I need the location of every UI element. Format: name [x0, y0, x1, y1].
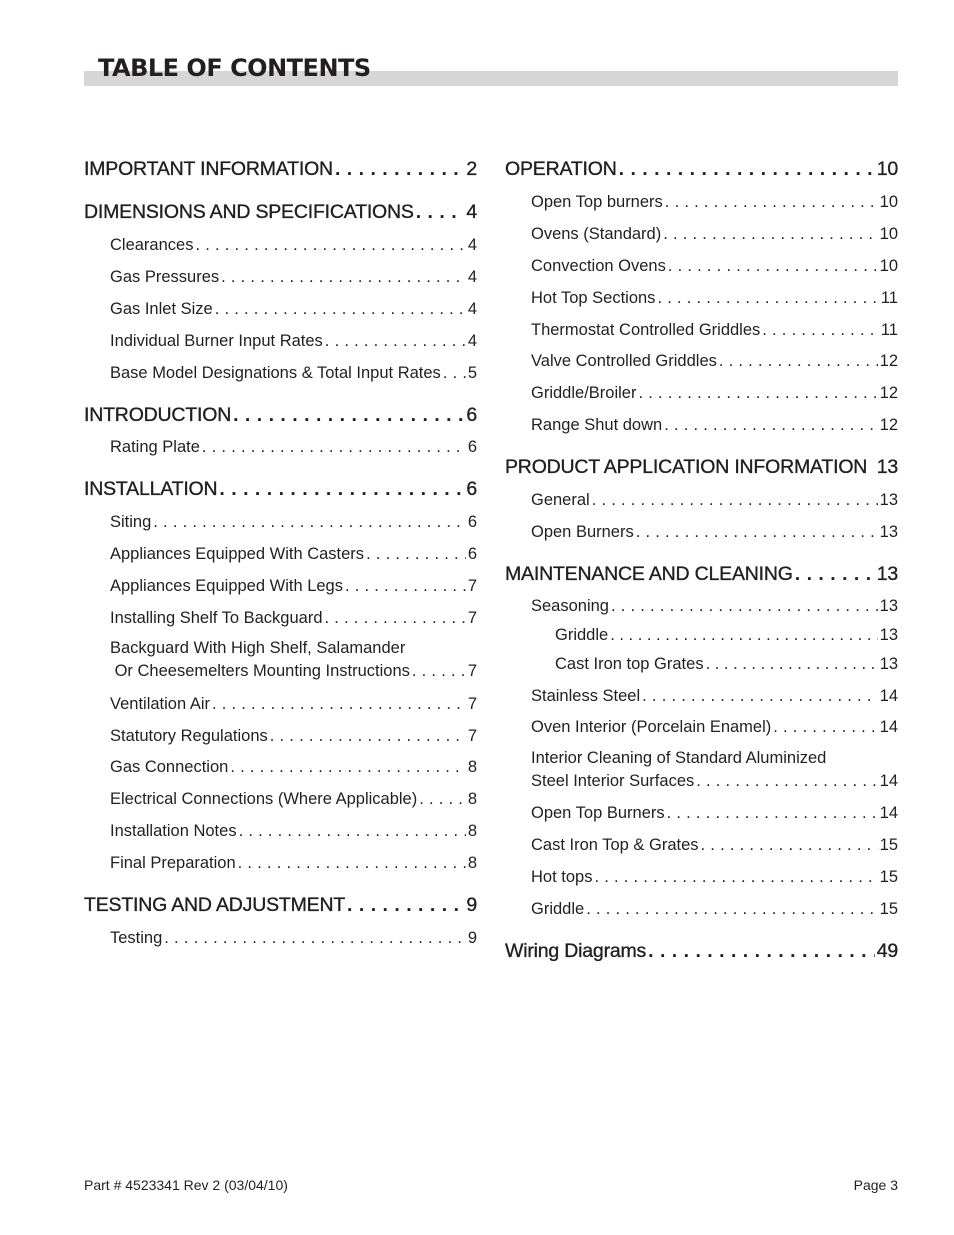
toc-page: 12 — [879, 384, 898, 402]
toc-label: Final Preparation — [110, 854, 236, 872]
toc-section-introduction[interactable] — [84, 404, 477, 427]
leader-dots — [701, 836, 878, 855]
toc-page: 13 — [879, 491, 898, 509]
toc-page: 10 — [879, 257, 898, 275]
toc-section-maintenance-cleaning[interactable] — [505, 563, 898, 586]
leader-dots — [219, 478, 464, 501]
toc-page: 4 — [466, 201, 477, 223]
leader-dots — [773, 718, 877, 737]
page-title: TABLE OF CONTENTS — [98, 54, 371, 82]
leader-dots — [642, 687, 877, 706]
toc-page: 4 — [467, 300, 477, 318]
toc-item-hot-tops[interactable] — [531, 868, 898, 887]
leader-dots — [412, 660, 466, 683]
toc-item-electrical-connections[interactable] — [110, 790, 477, 809]
leader-dots — [153, 513, 466, 532]
leader-dots — [347, 894, 464, 917]
toc-page: 10 — [879, 225, 898, 243]
toc-item-griddle-broiler[interactable] — [531, 384, 898, 403]
leader-dots — [221, 268, 466, 287]
toc-item-open-burners[interactable] — [531, 523, 898, 542]
toc-item-seasoning[interactable] — [531, 597, 898, 616]
toc-label: Appliances Equipped With Legs — [110, 577, 343, 595]
toc-page: 4 — [467, 332, 477, 350]
toc-label: Griddle — [531, 900, 585, 918]
toc-page: 15 — [879, 900, 898, 918]
toc-label: General — [531, 491, 590, 509]
toc-label: MAINTENANCE AND CLEANING — [505, 563, 793, 585]
toc-page: 8 — [467, 758, 477, 776]
toc-item-griddle-cleaning[interactable] — [531, 900, 898, 919]
toc-label: Individual Burner Input Rates — [110, 332, 323, 350]
toc-item-open-top-burners-cleaning[interactable] — [531, 804, 898, 823]
toc-section-wiring-diagrams[interactable] — [505, 940, 898, 963]
toc-page: 13 — [879, 597, 898, 615]
toc-label: IMPORTANT INFORMATION — [84, 158, 333, 180]
toc-item-thermostat-griddles[interactable] — [531, 321, 898, 340]
toc-section-dimensions[interactable] — [84, 201, 477, 224]
toc-item-ovens-standard[interactable] — [531, 225, 898, 244]
toc-label: Ovens (Standard) — [531, 225, 662, 243]
toc-label: Backguard With High Shelf, Salamander — [110, 639, 406, 657]
toc-item-backguard-high-shelf[interactable] — [110, 637, 477, 683]
leader-dots — [667, 804, 878, 823]
toc-page: 11 — [880, 289, 898, 307]
toc-page: 14 — [879, 718, 898, 736]
toc-label: Seasoning — [531, 597, 609, 615]
toc-label-continued: Or Cheesemelters Mounting Instructions — [110, 662, 410, 680]
toc-label: Oven Interior (Porcelain Enamel) — [531, 718, 772, 736]
toc-page: 13 — [876, 456, 898, 478]
toc-page: 6 — [467, 545, 477, 563]
toc-page: 13 — [876, 563, 898, 585]
toc-page: 12 — [879, 416, 898, 434]
toc-page: 8 — [467, 854, 477, 872]
toc-page: 8 — [467, 822, 477, 840]
toc-label: Base Model Designations & Total Input Rates — [110, 364, 441, 382]
toc-label: Electrical Connections (Where Applicable) — [110, 790, 418, 808]
toc-page: 7 — [467, 727, 477, 745]
leader-dots — [663, 225, 877, 244]
toc-item-open-top-burners[interactable] — [531, 193, 898, 212]
toc-page: 9 — [467, 929, 477, 947]
toc-page: 6 — [467, 438, 477, 456]
toc-item-casters[interactable] — [110, 545, 477, 564]
toc-label: INTRODUCTION — [84, 404, 232, 426]
leader-dots — [270, 727, 466, 746]
leader-dots — [665, 193, 878, 212]
leader-dots — [668, 257, 878, 276]
toc-label: Ventilation Air — [110, 695, 210, 713]
toc-label: Appliances Equipped With Casters — [110, 545, 365, 563]
leader-dots — [795, 563, 875, 586]
leader-dots — [664, 416, 877, 435]
toc-label: Gas Connection — [110, 758, 229, 776]
leader-dots — [762, 321, 879, 340]
leader-dots — [366, 545, 466, 564]
leader-dots — [416, 201, 465, 224]
toc-label: Stainless Steel — [531, 687, 641, 705]
toc-item-stainless-steel[interactable] — [531, 687, 898, 706]
toc-page: 10 — [879, 193, 898, 211]
toc-section-operation[interactable] — [505, 158, 898, 181]
toc-section-important-information[interactable] — [84, 158, 477, 181]
toc-label: Installing Shelf To Backguard — [110, 609, 323, 627]
toc-label: Wiring Diagrams — [505, 940, 647, 962]
toc-label: Hot tops — [531, 868, 593, 886]
toc-page: 13 — [879, 626, 898, 644]
leader-dots — [611, 597, 878, 616]
toc-item-aluminized-steel[interactable] — [531, 747, 898, 793]
toc-item-gas-inlet-size[interactable] — [110, 300, 477, 319]
toc-label: Open Top Burners — [531, 804, 665, 822]
toc-page: 4 — [467, 268, 477, 286]
toc-page: 6 — [467, 513, 477, 531]
toc-subitem-cast-iron-grates[interactable] — [555, 655, 898, 674]
toc-label: Statutory Regulations — [110, 727, 268, 745]
footer-part-number: Part # 4523341 Rev 2 (03/04/10) — [84, 1177, 288, 1193]
toc-page: 7 — [467, 609, 477, 627]
toc-page: 7 — [467, 695, 477, 713]
leader-dots — [215, 300, 466, 319]
toc-section-product-application[interactable] — [505, 456, 898, 479]
toc-label: Rating Plate — [110, 438, 200, 456]
toc-item-legs[interactable] — [110, 577, 477, 596]
toc-label: Cast Iron Top & Grates — [531, 836, 699, 854]
leader-dots — [706, 655, 878, 674]
toc-item-convection-ovens[interactable] — [531, 257, 898, 276]
leader-dots — [345, 577, 466, 596]
leader-dots — [164, 929, 466, 948]
toc-page: 14 — [879, 687, 898, 705]
toc-label: Thermostat Controlled Griddles — [531, 321, 761, 339]
leader-dots — [212, 695, 466, 714]
toc-item-base-model-designations[interactable] — [110, 364, 477, 383]
leader-dots — [657, 289, 878, 308]
toc-page: 6 — [466, 404, 477, 426]
footer-page-number: Page 3 — [853, 1177, 898, 1193]
leader-dots — [594, 868, 877, 887]
toc-section-installation[interactable] — [84, 478, 477, 501]
toc-item-installing-shelf[interactable] — [110, 609, 477, 628]
toc-label: TESTING AND ADJUSTMENT — [84, 894, 346, 916]
leader-dots — [230, 758, 465, 777]
leader-dots — [419, 790, 466, 809]
toc-label: Gas Inlet Size — [110, 300, 213, 318]
leader-dots — [619, 158, 875, 181]
toc-subitem-griddle[interactable] — [555, 626, 898, 645]
toc-page: 11 — [880, 321, 898, 339]
toc-label: Installation Notes — [110, 822, 237, 840]
toc-label: Valve Controlled Griddles — [531, 352, 717, 370]
leader-dots — [239, 822, 466, 841]
toc-page: 15 — [879, 836, 898, 854]
leader-dots — [195, 236, 465, 255]
leader-dots — [238, 854, 466, 873]
toc-label: Open Burners — [531, 523, 634, 541]
toc-label: Range Shut down — [531, 416, 663, 434]
toc-page: 5 — [467, 364, 477, 382]
leader-dots — [325, 332, 466, 351]
toc-item-burner-input-rates[interactable] — [110, 332, 477, 351]
toc-label: Siting — [110, 513, 152, 531]
toc-page: 2 — [466, 158, 477, 180]
toc-item-final-preparation[interactable] — [110, 854, 477, 873]
toc-label: Hot Top Sections — [531, 289, 656, 307]
leader-dots — [443, 364, 466, 383]
leader-dots — [233, 404, 464, 427]
toc-label: Cast Iron top Grates — [555, 655, 704, 673]
toc-label: OPERATION — [505, 158, 617, 180]
toc-label: DIMENSIONS AND SPECIFICATIONS — [84, 201, 414, 223]
toc-label: Convection Ovens — [531, 257, 666, 275]
toc-label: Testing — [110, 929, 163, 947]
toc-item-siting[interactable] — [110, 513, 477, 532]
toc-label: Clearances — [110, 236, 194, 254]
leader-dots — [719, 352, 878, 371]
toc-page: 4 — [467, 236, 477, 254]
leader-dots — [335, 158, 464, 181]
toc-item-hot-top-sections[interactable] — [531, 289, 898, 308]
toc-label: Interior Cleaning of Standard Aluminized — [531, 749, 827, 767]
toc-label: Gas Pressures — [110, 268, 220, 286]
toc-page: 7 — [467, 577, 477, 595]
toc-item-oven-interior[interactable] — [531, 718, 898, 737]
leader-dots — [325, 609, 466, 628]
toc-item-testing[interactable] — [110, 929, 477, 948]
leader-dots — [696, 770, 877, 793]
leader-dots — [202, 438, 466, 457]
toc-item-clearances[interactable] — [110, 236, 477, 255]
toc-item-installation-notes[interactable] — [110, 822, 477, 841]
toc-page: 14 — [879, 804, 898, 822]
toc-item-gas-connection[interactable] — [110, 758, 477, 777]
toc-section-testing-adjustment[interactable] — [84, 894, 477, 917]
leader-dots — [648, 940, 875, 963]
toc-label: Griddle — [555, 626, 609, 644]
toc-page: 14 — [879, 772, 898, 790]
toc-label: Griddle/Broiler — [531, 384, 637, 402]
toc-page: 12 — [879, 352, 898, 370]
toc-label: INSTALLATION — [84, 478, 218, 500]
leader-dots — [586, 900, 877, 919]
toc-item-gas-pressures[interactable] — [110, 268, 477, 287]
toc-item-cast-iron-top-grates[interactable] — [531, 836, 898, 855]
toc-page: 49 — [876, 940, 898, 962]
toc-item-general[interactable] — [531, 491, 898, 510]
toc-label-continued: Steel Interior Surfaces — [531, 772, 695, 790]
toc-label: Open Top burners — [531, 193, 663, 211]
toc-item-ventilation-air[interactable] — [110, 695, 477, 714]
leader-dots — [610, 626, 877, 645]
toc-page: 10 — [876, 158, 898, 180]
toc-page: 7 — [467, 662, 477, 680]
toc-page: 15 — [879, 868, 898, 886]
toc-item-statutory-regulations[interactable] — [110, 727, 477, 746]
toc-item-range-shut-down[interactable] — [531, 416, 898, 435]
toc-item-valve-griddles[interactable] — [531, 352, 898, 371]
leader-dots — [636, 523, 878, 542]
toc-page: 9 — [466, 894, 477, 916]
toc-page: 13 — [879, 523, 898, 541]
toc-page: 6 — [466, 478, 477, 500]
toc-page: 8 — [467, 790, 477, 808]
toc-label: PRODUCT APPLICATION INFORMATION — [505, 456, 868, 478]
toc-page: 13 — [879, 655, 898, 673]
leader-dots — [592, 491, 878, 510]
toc-item-rating-plate[interactable] — [110, 438, 477, 457]
leader-dots — [638, 384, 877, 403]
